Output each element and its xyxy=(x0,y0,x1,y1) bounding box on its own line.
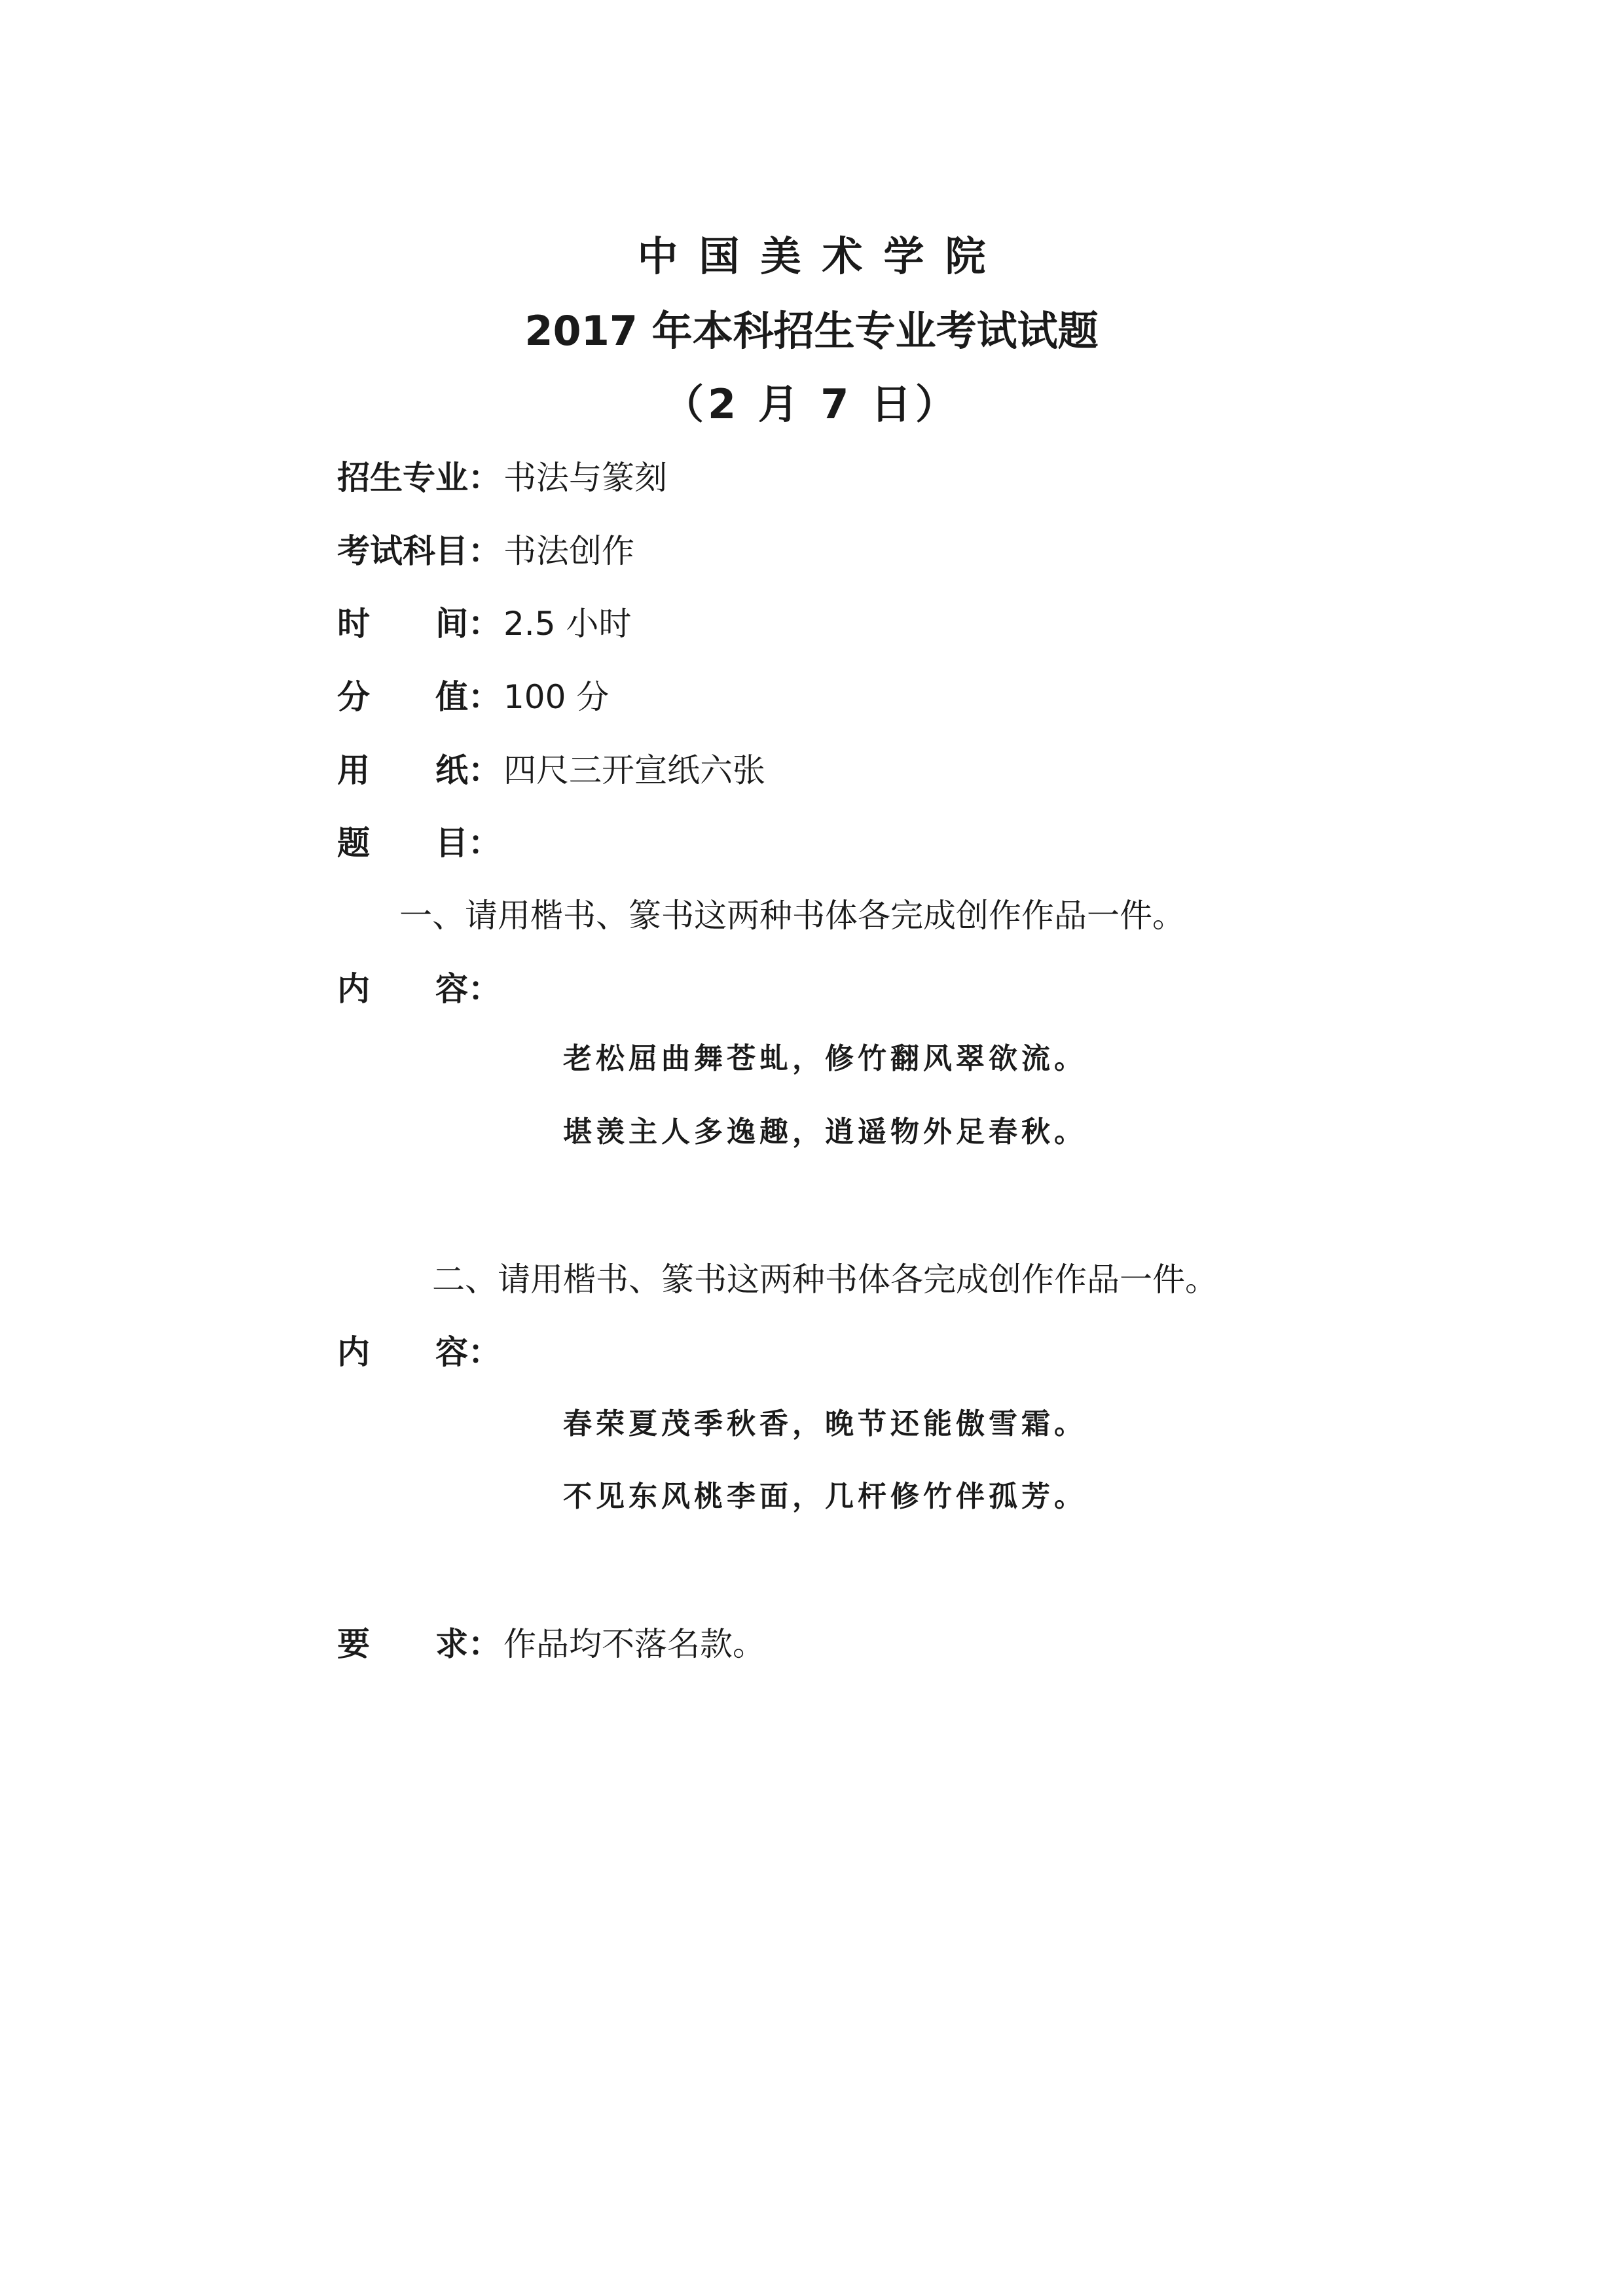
field-requirement-label: 要求 xyxy=(337,1625,468,1663)
colon: ： xyxy=(468,824,501,862)
colon: ： xyxy=(468,605,501,643)
question-1-content xyxy=(337,966,501,1012)
question-1-poem-line-2: 堪羡主人多逸趣，逍遥物外足春秋。 xyxy=(563,1115,1087,1149)
question-2-content xyxy=(337,1329,501,1375)
field-score-label: 分值 xyxy=(337,678,468,716)
field-topic-label: 题目 xyxy=(337,824,468,862)
field-subject-value: 书法创作 xyxy=(503,532,634,570)
field-requirement xyxy=(337,1621,765,1667)
field-paper-label: 用纸 xyxy=(337,751,468,789)
field-time xyxy=(337,601,631,647)
field-subject xyxy=(337,528,634,574)
colon: ： xyxy=(468,532,501,570)
question-2-poem-line-2: 不见东风桃李面，几杆修竹伴孤芳。 xyxy=(563,1480,1087,1513)
field-subject-label: 考试科目 xyxy=(337,532,468,570)
colon: ： xyxy=(468,459,501,497)
colon: ： xyxy=(468,970,501,1008)
field-score-value: 100 分 xyxy=(503,678,610,716)
field-major-label: 招生专业 xyxy=(337,459,468,497)
field-major xyxy=(337,455,667,501)
question-1-text: 一、请用楷书、篆书这两种书体各完成创作作品一件。 xyxy=(399,897,1185,935)
field-requirement-value: 作品均不落名款。 xyxy=(503,1625,765,1663)
exam-title: 2017 年本科招生专业考试试题 xyxy=(524,307,1099,355)
field-paper xyxy=(337,747,765,793)
school-name: 中国美术学院 xyxy=(637,232,1007,280)
question-2-text: 二、请用楷书、篆书这两种书体各完成创作作品一件。 xyxy=(432,1261,1218,1299)
colon: ： xyxy=(468,1333,501,1371)
colon: ： xyxy=(468,678,501,716)
field-time-label: 时间 xyxy=(337,605,468,643)
question-2-content-label: 内容 xyxy=(337,1333,468,1371)
field-topic xyxy=(337,820,501,866)
field-time-value: 2.5 小时 xyxy=(503,605,632,643)
exam-date: （2 月 7 日） xyxy=(663,380,960,428)
colon: ： xyxy=(468,1625,501,1663)
question-1-poem-line-1: 老松屈曲舞苍虬，修竹翻风翠欲流。 xyxy=(563,1042,1087,1075)
field-paper-value: 四尺三开宣纸六张 xyxy=(503,751,765,789)
field-major-value: 书法与篆刻 xyxy=(503,459,667,497)
field-score xyxy=(337,674,609,720)
question-1-content-label: 内容 xyxy=(337,970,468,1008)
colon: ： xyxy=(468,751,501,789)
question-2-poem-line-1: 春荣夏茂季秋香，晚节还能傲雪霜。 xyxy=(563,1407,1087,1441)
